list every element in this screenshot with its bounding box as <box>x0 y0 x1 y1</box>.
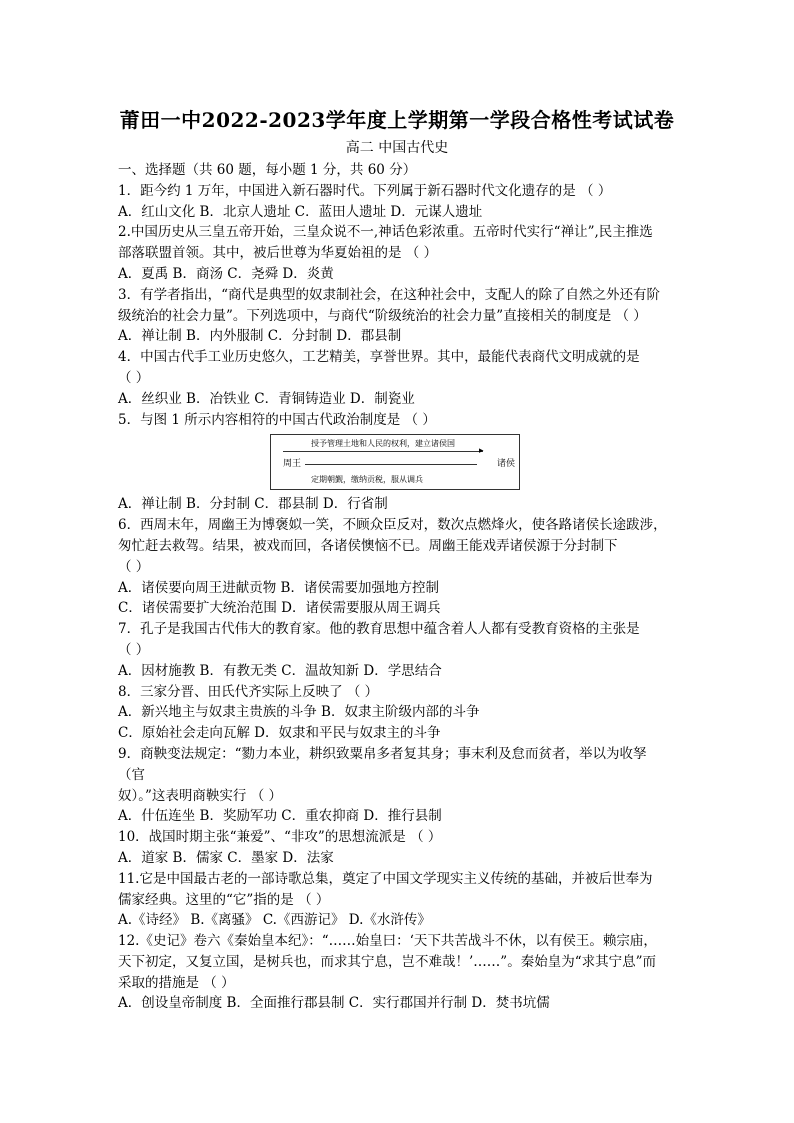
question-line: 11.它是中国最古老的一部诗歌总集，奠定了中国文学现实主义传统的基础，并被后世奉为 <box>118 870 653 887</box>
arrow-right-icon: ▸ <box>479 446 484 457</box>
question-line: A．因材施教 B．有教无类 C．温故知新 D．学思结合 <box>118 662 442 679</box>
figure-top-arrow <box>283 451 483 452</box>
question-line: A．新兴地主与奴隶主贵族的斗争 B．奴隶主阶级内部的斗争 <box>118 704 480 721</box>
question-line: （ ） <box>118 369 150 386</box>
question-line: 10．战国时期主张“兼爱”、“非攻”的思想流派是 （ ） <box>118 829 442 846</box>
question-line: 匆忙赶去救驾。结果，被戏而回，各诸侯懊恼不已。周幽王能戏弄诸侯源于分封制下 <box>118 537 618 554</box>
exam-content <box>118 160 678 1014</box>
question-line: A．禅让制 B．内外服制 C．分封制 D．郡县制 <box>118 328 402 345</box>
question-line: 12.《史记》卷六《秦始皇本纪》：“……始皇曰：‘天下共苦战斗不休，以有侯王。赖宗庙， <box>118 933 657 950</box>
question-line: A．什伍连坐 B．奖励军功 C．重农抑商 D．推行县制 <box>118 808 442 825</box>
question-line: 级统治的社会力量”。下列选项中，与商代“阶级统治的社会力量”直接相关的制度是 （ ） <box>118 307 647 324</box>
question-line: 部落联盟首领。其中，被后世尊为华夏始祖的是 （ ） <box>118 245 438 262</box>
question-line: 6．西周末年，周幽王为博褒姒一笑，不顾众臣反对，数次点燃烽火，使各路诸侯长途跋涉， <box>118 517 667 534</box>
question-line: A．创设皇帝制度 B．全面推行郡县制 C．实行郡国并行制 D．焚书坑儒 <box>118 995 550 1012</box>
exam-title: 莆田一中2022-2023学年度上学期第一学段合格性考试试卷 <box>119 108 675 132</box>
figure-top-text: 授予管理土地和人民的权利，建立诸侯国 <box>311 439 455 449</box>
question-block-2 <box>118 494 678 1014</box>
question-line: 采取的措施是 （ ） <box>118 974 235 991</box>
question-line: A．诸侯要向周王进献贡物 B．诸侯需要加强地方控制 <box>118 579 439 596</box>
question-line: A．夏禹 B．商汤 C．尧舜 D．炎黄 <box>118 265 334 282</box>
question-line: （官 <box>118 766 145 783</box>
question-block-1 <box>118 181 678 431</box>
question-line: A．丝织业 B．冶铁业 C．青铜铸造业 D．制瓷业 <box>118 390 415 407</box>
question-line: （ ） <box>118 558 150 575</box>
question-line: A．红山文化 B．北京人遗址 C．蓝田人遗址 D．元谋人遗址 <box>118 203 483 220</box>
question-line: C．诸侯需要扩大统治范围 D．诸侯需要服从周王调兵 <box>118 600 441 617</box>
question-line: 儒家经典。这里的“它”指的是 （ ） <box>118 891 330 908</box>
question-line: 4．中国古代手工业历史悠久，工艺精美，享誉世界。其中，最能代表商代文明成就的是 <box>118 349 640 366</box>
question-line: 9．商鞅变法规定：“勠力本业，耕织致粟帛多者复其身；事末利及怠而贫者，举以为收孥 <box>118 745 647 762</box>
figure-left-label: 周王 <box>283 459 302 470</box>
question-line: （ ） <box>118 641 150 658</box>
figure-bottom-text: 定期朝觐，缴纳贡税，服从调兵 <box>311 475 423 485</box>
question-line: 3．有学者指出，“商代是典型的奴隶制社会，在这种社会中，支配人的除了自然之外还有阶 <box>118 286 660 303</box>
question-line: A.《诗经》 B.《离骚》 C.《西游记》 D.《水浒传》 <box>118 912 431 929</box>
question-line: C．原始社会走向瓦解 D．奴隶和平民与奴隶主的斗争 <box>118 725 441 742</box>
exam-subtitle: 高二 中国古代史 <box>345 140 449 156</box>
question-line: 奴）。”这表明商鞅实行 （ ） <box>118 787 282 804</box>
question-line: A．禅让制 B．分封制 C．郡县制 D．行省制 <box>118 496 388 513</box>
figure-right-label: 诸侯 <box>497 459 516 470</box>
question-line: 1．距今约 1 万年，中国进入新石器时代。下列属于新石器时代文化遗存的是 （ ） <box>118 182 612 199</box>
figure-1-diagram <box>270 434 520 490</box>
question-line: 5．与图 1 所示内容相符的中国古代政治制度是 （ ） <box>118 411 436 428</box>
question-line: 8．三家分晋、田氏代齐实际上反映了 （ ） <box>118 683 379 700</box>
question-line: A．道家 B．儒家 C．墨家 D．法家 <box>118 849 334 866</box>
figure-middle-line <box>305 464 477 465</box>
question-line: 7．孔子是我国古代伟大的教育家。他的教育思想中蕴含着人人都有受教育资格的主张是 <box>118 621 640 638</box>
question-line: 2.中国历史从三皇五帝开始，三皇众说不一,神话色彩浓重。五帝时代实行“禅让”,民主推选 <box>118 224 653 241</box>
section-heading: 一、选择题（共 60 题，每小题 1 分，共 60 分） <box>118 162 417 178</box>
question-line: 天下初定，又复立国，是树兵也，而求其宁息，岂不难哉！’……”。秦始皇为“求其宁息”而 <box>118 953 656 970</box>
